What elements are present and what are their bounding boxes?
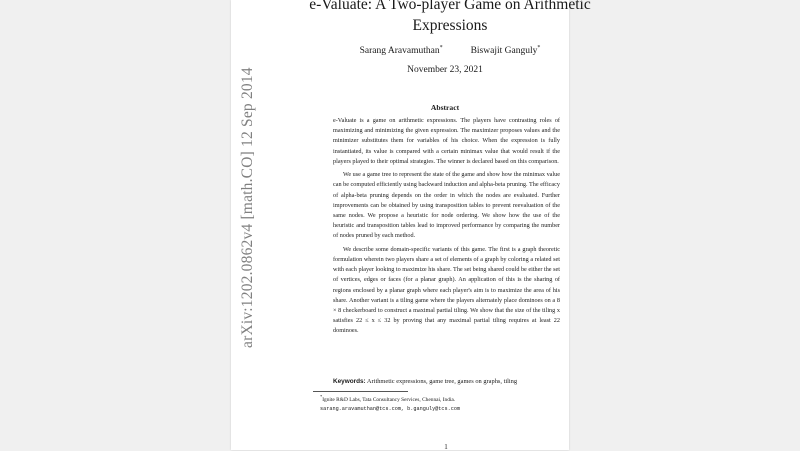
footnote-mark: * — [320, 394, 323, 399]
abstract-paragraph-2: We use a game tree to represent the state of the game and show how the minimax value can be computed efficiently using backward induction and alpha-beta pruning. The efficacy of alpha-beta pruning depends on the order in which the nodes are evaluated. Further improvements can be obtained by using transposition tables to prevent reevaluation of the same nodes. We propose a heuristic for node ordering. We show how the use of the heuristic and transposition tables lead to improved performance by comparing the number of nodes pruned by each method. — [333, 171, 560, 240]
footnote-affiliation: Ignite R&D Labs, Tata Consultancy Services, Chennai, India. — [322, 396, 456, 403]
arxiv-identifier: arXiv:1202.0862v4 [math.CO] 12 Sep 2014 — [239, 67, 256, 348]
author-1 — [360, 45, 443, 56]
footnote-affiliation-line — [320, 393, 460, 405]
abstract-body — [333, 116, 560, 340]
abstract-paragraph-1: e-Valuate is a game on arithmetic expressions. The players have contrasting roles of maximizing and minimizing the given expression. The maximizer proposes values and the minimizer substitutes them for variables of his choice. When the expression is fully instantiated, its value is compared with a certain minimax value that would result if the players played to their optimal strategies. The winner is declared based on this comparison. — [333, 117, 560, 165]
page-number: 1 — [444, 443, 448, 451]
author-1-mark: * — [439, 45, 443, 51]
footnote-rule — [313, 391, 408, 392]
title-line-2: Expressions — [412, 17, 488, 34]
abstract-heading: Abstract — [430, 103, 460, 112]
author-list — [330, 45, 570, 56]
author-2 — [471, 45, 541, 56]
title-line-1: e-Valuate: A Two-player Game on Arithmetic — [309, 0, 591, 13]
author-2-name: Biswajit Ganguly — [470, 46, 538, 57]
footnote — [320, 393, 460, 413]
author-2-mark: * — [537, 45, 541, 51]
paper-date: November 23, 2021 — [407, 65, 483, 75]
keywords-line — [333, 378, 560, 385]
author-1-name: Sarang Aravamuthan — [359, 46, 440, 57]
keywords-text: Arithmetic expressions, game tree, games on graphs, tiling — [366, 378, 518, 385]
keywords-label: Keywords: — [333, 378, 366, 385]
footnote-emails: sarang.aravamuthan@tcs.com, b.ganguly@tcs.com — [320, 405, 461, 412]
abstract-paragraph-3: We describe some domain-specific variants of this game. The first is a graph theoretic formulation wherein two players share a set of elements of a graph by coloring a related set with each player looking to maximize his share. The set being shared could be either the set of vertices, edges or faces (for a planar graph). An application of this is the sharing of regions enclosed by a planar graph where each player's aim is to maximize the area of his share. Another variant is a tiling game where the players alternately place dominoes on a 8 × 8 checkerboard to construct a maximal partial tiling. We show that the size of the tiling x satisfies 22 ≤ x ≤ 32 by proving that any maximal partial tiling requires at least 22 dominoes. — [333, 245, 560, 335]
paper-title — [300, 0, 600, 36]
